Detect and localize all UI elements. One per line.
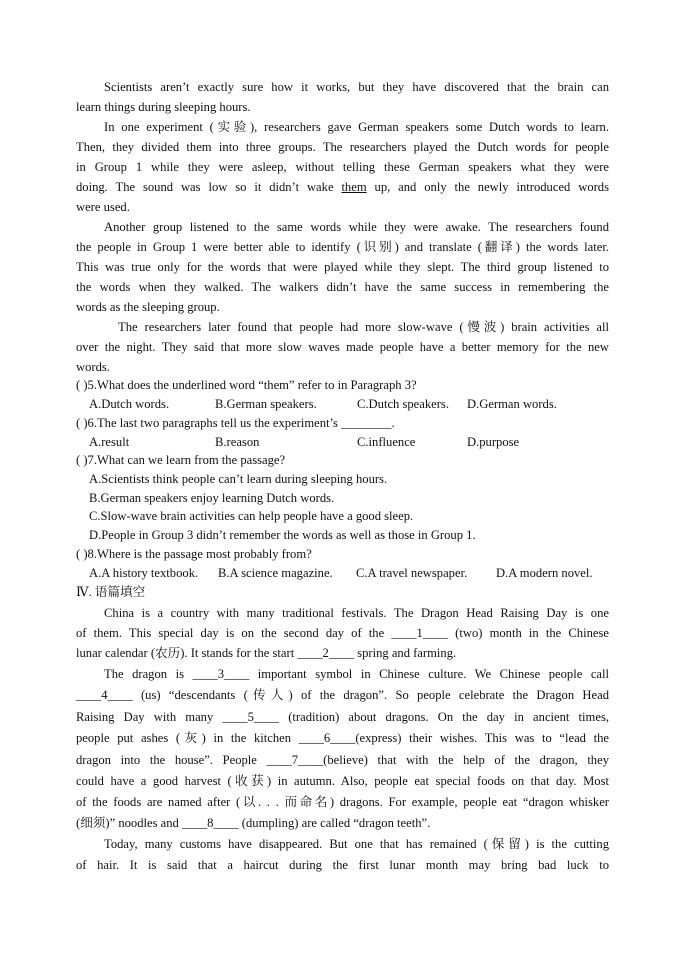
section-4-p2-line2: ____4____ (us) “descendants (传人) of the dragon”. So people celebrate the Dragon Head <box>76 688 609 702</box>
passage-p2-line4: doing. The sound was low so it didn’t wake them up, and only the newly introduced words <box>76 180 610 194</box>
question-8-option-c[interactable]: C.A travel newspaper. <box>356 566 468 580</box>
question-6-option-a[interactable]: A.result <box>89 435 130 449</box>
section-4-p3-line1: Today, many customs have disappeared. But one that has remained (保留) is the cutting <box>104 837 609 851</box>
question-7-option-d[interactable]: D.People in Group 3 didn’t remember the words as well as those in Group 1. <box>89 528 476 542</box>
section-4-p2-line4: people put ashes (灰) in the kitchen ____6____(express) their wishes. This was to “lead the <box>76 731 609 745</box>
passage-p4-line1: The researchers later found that people had more slow-wave (慢波) brain activities all <box>118 320 609 334</box>
question-6-stem: ( )6.The last two paragraphs tell us the experiment’s ________. <box>76 416 395 430</box>
passage-p1-line1: Scientists aren’t exactly sure how it works, but they have discovered that the brain can <box>104 80 609 94</box>
question-8-stem: ( )8.Where is the passage most probably from? <box>76 547 312 561</box>
passage-p4-line3: words. <box>76 360 110 374</box>
passage-p3-line2: the people in Group 1 were better able to identify (识别) and translate (翻译) the words later. <box>76 240 609 254</box>
section-4-p2-line6: could have a good harvest (收获) in autumn. Also, people eat special foods on that day. Most <box>76 774 609 788</box>
section-4-p1-line1: China is a country with many traditional festivals. The Dragon Head Raising Day is one <box>104 606 609 620</box>
question-8-option-d[interactable]: D.A modern novel. <box>496 566 593 580</box>
question-6-option-c[interactable]: C.influence <box>357 435 416 449</box>
question-5-option-a[interactable]: A.Dutch words. <box>89 397 170 411</box>
question-8-option-a[interactable]: A.A history textbook. <box>89 566 199 580</box>
passage-p1-line2: learn things during sleeping hours. <box>76 100 251 114</box>
section-4-heading: Ⅳ. 语篇填空 <box>76 585 146 599</box>
section-4-p2-line7: of the foods are named after (以. . . 而命名) dragons. For example, people eat “dragon whisker <box>76 795 609 809</box>
question-7-stem: ( )7.What can we learn from the passage? <box>76 453 286 467</box>
passage-p3-line4: the words when they walked. The walkers didn’t have the same success in remembering the <box>76 280 609 294</box>
question-8-option-b[interactable]: B.A science magazine. <box>218 566 333 580</box>
question-7-option-b[interactable]: B.German speakers enjoy learning Dutch words. <box>89 491 335 505</box>
passage-p2-line3: in Group 1 while they were asleep, without telling these German speakers what they were <box>76 160 609 174</box>
question-7-option-a[interactable]: A.Scientists think people can’t learn during sleeping hours. <box>89 472 388 486</box>
question-6-option-d[interactable]: D.purpose <box>467 435 520 449</box>
section-4-p2-line3: Raising Day with many ____5____ (tradition) about dragons. On the day in ancient times, <box>76 710 609 724</box>
passage-p2-line5: were used. <box>76 200 130 214</box>
section-4-p2-line8: (细须)” noodles and ____8____ (dumpling) are called “dragon teeth”. <box>76 816 431 830</box>
passage-p3-line1: Another group listened to the same words while they were awake. The researchers found <box>104 220 609 234</box>
underlined-word-them: them <box>341 180 367 194</box>
passage-p4-line2: over the night. They said that more slow waves made people have a better memory for the new <box>76 340 609 354</box>
passage-p3-line5: words as the sleeping group. <box>76 300 220 314</box>
question-5-stem: ( )5.What does the underlined word “them” refer to in Paragraph 3? <box>76 378 417 392</box>
question-5-option-d[interactable]: D.German words. <box>467 397 557 411</box>
question-7-option-c[interactable]: C.Slow-wave brain activities can help people have a good sleep. <box>89 509 414 523</box>
question-5-option-c[interactable]: C.Dutch speakers. <box>357 397 449 411</box>
question-5-option-b[interactable]: B.German speakers. <box>215 397 317 411</box>
passage-p3-line3: This was true only for the words that were played while they slept. The third group listened to <box>76 260 609 274</box>
section-4-p1-line2: of them. This special day is on the second day of the ____1____ (two) month in the Chinese <box>76 626 609 640</box>
section-4-p2-line5: dragon into the house”. People ____7____(believe) that with the help of the dragon, they <box>76 753 609 767</box>
section-4-p1-line3: lunar calendar (农历). It stands for the start ____2____ spring and farming. <box>76 646 457 660</box>
passage-p2-line1: In one experiment (实验), researchers gave German speakers some Dutch words to learn. <box>104 120 609 134</box>
section-4-p3-line2: of hair. It is said that a haircut during the first lunar month may bring bad luck to <box>76 858 609 872</box>
question-6-option-b[interactable]: B.reason <box>215 435 260 449</box>
passage-p2-line2: Then, they divided them into three groups. The researchers played the Dutch words for people <box>76 140 609 154</box>
section-4-p2-line1: The dragon is ____3____ important symbol in Chinese culture. We Chinese people call <box>104 667 609 681</box>
